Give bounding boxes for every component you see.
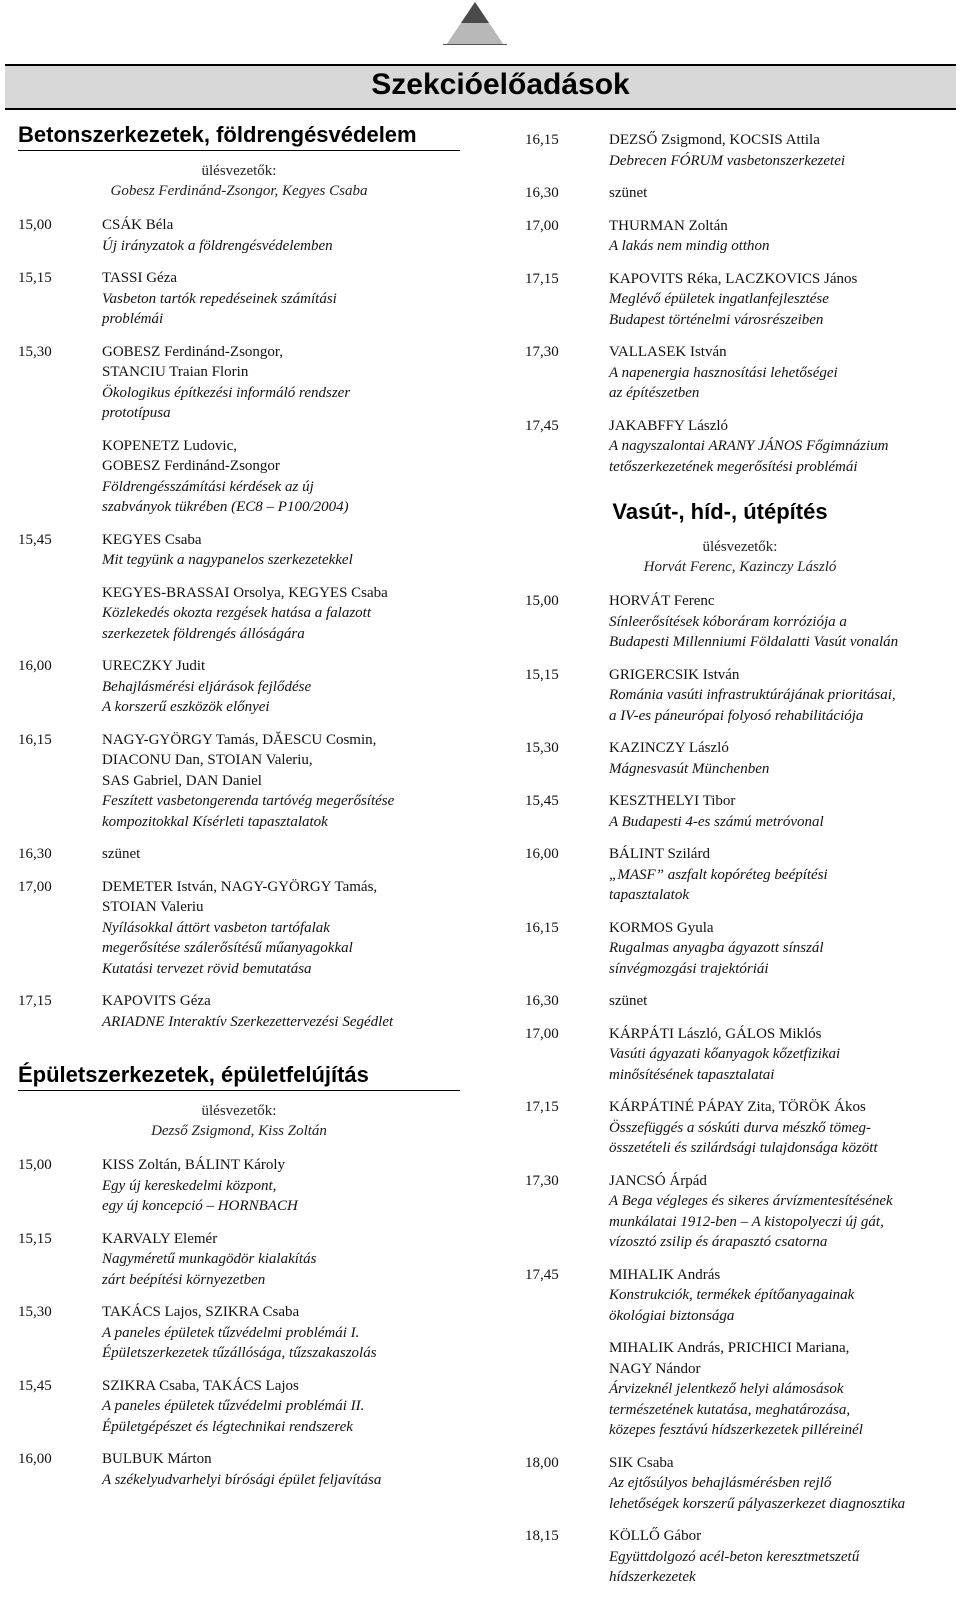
- chairs-names: Horvát Ferenc, Kazinczy László: [643, 559, 837, 575]
- program-item: [525, 416, 955, 478]
- item-time: 15,00: [18, 217, 52, 233]
- item-title: Mágnesvasút Münchenben: [609, 760, 770, 777]
- item-time: 18,00: [525, 1454, 559, 1471]
- section-epulet: [18, 1060, 460, 1490]
- section-beton: [18, 120, 460, 1032]
- item-authors: GOBESZ Ferdinánd-Zsongor, STANCIU Traian Florin: [102, 343, 284, 380]
- item-body: [102, 1229, 460, 1291]
- item-authors: BULBUK Márton: [102, 1451, 212, 1467]
- item-title: Összefüggés a sóskúti durva mészkő tömeg- összetételi és szilárdsági tulajdonsága között: [609, 1119, 878, 1156]
- item-title: Ökologikus építkezési informáló rendszer prototípusa: [102, 384, 351, 421]
- item-title: Sínleerősítések kóboráram korróziója a Budapesti Millenniumi Földalatti Vasút vonalán: [609, 613, 899, 650]
- program-item: [525, 1097, 955, 1159]
- item-body: [102, 1155, 460, 1217]
- item-time: 18,15: [525, 1528, 559, 1544]
- item-time: 16,15: [18, 731, 52, 748]
- item-title: A lakás nem mindig otthon: [609, 238, 770, 254]
- item-title: A Bega végleges és sikeres árvízmentesítésének munkálatai 1912-ben – A kistopolyeczi új gát, vízosztó zsilip és árapasztó csatorna: [609, 1193, 893, 1250]
- item-title: Konstrukciók, termékek építőanyagainak ökológiai biztonsága: [609, 1287, 855, 1324]
- item-title: Mit tegyünk a nagypanelos szerkezetekkel: [102, 552, 353, 568]
- program-item: [525, 844, 955, 906]
- program-item: [18, 530, 460, 571]
- item-time: 15,00: [18, 1157, 52, 1173]
- program-list: [18, 1155, 460, 1490]
- left-column: [18, 120, 460, 1502]
- item-authors: VALLASEK István: [609, 344, 727, 360]
- item-title: Vasúti ágyazati kőanyagok kőzetfizikai minősítésének tapasztalatai: [609, 1046, 841, 1083]
- item-title: Nyílásokkal áttört vasbeton tartófalak megerősítése szálerősítésű műanyagokkal Kutatási tervezet rövid bemutatása: [102, 919, 353, 977]
- item-body: [102, 1449, 460, 1490]
- item-title: Együttdolgozó acél-beton keresztmetszetű hídszerkezetek: [609, 1548, 860, 1585]
- program-item: [525, 216, 955, 257]
- section-title: Vasút-, híd-, útépítés: [612, 499, 828, 524]
- item-authors: MIHALIK András: [609, 1266, 721, 1283]
- item-time: 17,45: [525, 417, 559, 434]
- item-authors: DEZSŐ Zsigmond, KOCSIS Attila: [609, 132, 820, 148]
- item-authors: MIHALIK András, PRICHICI Mariana, NAGY Nándor: [609, 1340, 850, 1377]
- banner-title: Szekcióelőadások: [371, 68, 630, 101]
- item-body: [609, 991, 955, 1012]
- program-item: [525, 1171, 955, 1253]
- item-authors: HORVÁT Ferenc: [609, 593, 715, 609]
- item-authors: KESZTHELYI Tibor: [609, 793, 736, 809]
- item-time: 16,00: [525, 846, 559, 862]
- item-title: ARIADNE Interaktív Szerkezettervezési Segédlet: [102, 1013, 394, 1030]
- program-list: [525, 130, 955, 477]
- item-authors: KISS Zoltán, BÁLINT Károly: [102, 1157, 286, 1173]
- section-title: Épületszerkezetek, épületfelújítás: [18, 1060, 460, 1091]
- item-title: „MASF” aszfalt kopóréteg beépítési tapasztalatok: [609, 866, 828, 903]
- item-body: [609, 1526, 955, 1588]
- program-list: [18, 215, 460, 1032]
- item-body: [609, 269, 955, 331]
- item-authors: KEGYES Csaba: [102, 531, 202, 548]
- item-authors: CSÁK Béla: [102, 217, 174, 233]
- item-body: [609, 1338, 955, 1441]
- program-item: [18, 215, 460, 256]
- program-item: [525, 738, 955, 779]
- item-title: Nagyméretű munkagödör kialakítás zárt beépítési környezetben: [102, 1251, 317, 1288]
- item-time: 17,00: [18, 878, 52, 895]
- item-body: [609, 183, 955, 204]
- header-banner: [5, 64, 956, 110]
- program-item: [18, 1376, 460, 1438]
- item-body: [102, 1302, 460, 1364]
- item-body: [102, 877, 460, 980]
- program-item: [525, 1265, 955, 1327]
- program-item: [525, 918, 955, 980]
- item-body: [102, 436, 460, 518]
- item-body: [102, 530, 460, 571]
- item-time: 17,00: [525, 217, 559, 234]
- continued-list: [525, 130, 955, 477]
- item-authors: BÁLINT Szilárd: [609, 846, 710, 862]
- item-time: 16,15: [525, 132, 559, 148]
- item-time: 17,15: [525, 1099, 559, 1115]
- item-title: Feszített vasbetongerenda tartóvég megerősítése kompozitokkal Kísérleti tapasztalatok: [102, 793, 395, 830]
- program-item: [525, 130, 955, 171]
- program-item: [18, 844, 460, 865]
- item-body: [609, 1453, 955, 1515]
- item-body: [609, 791, 955, 832]
- item-title: A paneles épületek tűzvédelmi problémái II. Épületgépészet és légtechnikai rendszerek: [102, 1398, 365, 1435]
- item-body: [102, 991, 460, 1032]
- item-body: [102, 583, 460, 645]
- item-authors: KAPOVITS Réka, LACZKOVICS János: [609, 270, 858, 287]
- program-item: [18, 1229, 460, 1291]
- item-authors: KAPOVITS Géza: [102, 993, 211, 1009]
- item-authors: DEMETER István, NAGY-GYÖRGY Tamás, STOIAN Valeriu: [102, 878, 378, 915]
- item-title: Vasbeton tartók repedéseinek számítási problémái: [102, 290, 337, 327]
- program-item: [18, 1302, 460, 1364]
- program-item: [18, 991, 460, 1032]
- item-time: 15,30: [525, 740, 559, 756]
- item-authors: KARVALY Elemér: [102, 1230, 218, 1247]
- item-authors: THURMAN Zoltán: [609, 217, 728, 234]
- item-time: 16,00: [18, 1451, 52, 1467]
- item-title: A nagyszalontai ARANY JÁNOS Főgimnázium tetőszerkezetének megerősítési problémái: [609, 438, 889, 475]
- program-item: [525, 991, 955, 1012]
- program-item: [18, 436, 460, 518]
- item-title: A székelyudvarhelyi bírósági épület feljavítása: [102, 1471, 382, 1488]
- program-item: [18, 342, 460, 424]
- item-time: 17,30: [525, 1172, 559, 1189]
- item-authors: KORMOS Gyula: [609, 919, 714, 936]
- item-time: 16,00: [18, 658, 52, 674]
- item-time: 15,15: [18, 1230, 52, 1247]
- program-item: [525, 791, 955, 832]
- chairs-label: ülésvezetők:: [201, 163, 277, 179]
- item-title: Új irányzatok a földrengésvédelemben: [102, 237, 333, 254]
- program-item: [525, 183, 955, 204]
- item-authors: URECZKY Judit: [102, 658, 206, 674]
- section-title: Betonszerkezetek, földrengésvédelem: [18, 120, 460, 151]
- item-body: [102, 656, 460, 718]
- program-item: [18, 583, 460, 645]
- item-title: Az ejtősúlyos behajlásmérésben rejlő lehetőségek korszerű pályaszerkezet diagnosztika: [609, 1475, 906, 1512]
- program-item: [525, 342, 955, 404]
- item-time: 15,30: [18, 1304, 52, 1320]
- item-time: 17,00: [525, 1025, 559, 1042]
- section-vasut: [525, 497, 955, 1588]
- chairs-label: ülésvezetők:: [201, 1103, 277, 1119]
- program-item: [525, 1338, 955, 1441]
- program-item: [18, 268, 460, 330]
- item-authors: GRIGERCSIK István: [609, 666, 740, 683]
- program-item: [18, 877, 460, 980]
- item-authors: NAGY-GYÖRGY Tamás, DĂESCU Cosmin, DIACONU Dan, STOIAN Valeriu, SAS Gabriel, DAN Daniel: [102, 731, 377, 789]
- item-body: [609, 738, 955, 779]
- item-title: A paneles épületek tűzvédelmi problémái I. Épületszerkezetek tűzállósága, tűzszakaszolás: [102, 1324, 377, 1361]
- item-body: [609, 1265, 955, 1327]
- item-body: [609, 591, 955, 653]
- item-body: [102, 215, 460, 256]
- item-title: Meglévő épületek ingatlanfejlesztése Budapest történelmi városrészeiben: [609, 291, 829, 328]
- item-title: Földrengésszámítási kérdések az új szabványok tükrében (EC8 – P100/2004): [102, 478, 349, 515]
- item-title: A Budapesti 4-es számú metróvonal: [609, 813, 824, 830]
- item-authors: KÁRPÁTI László, GÁLOS Miklós: [609, 1025, 822, 1042]
- program-item: [525, 591, 955, 653]
- item-body: [102, 1376, 460, 1438]
- program-item: [525, 1024, 955, 1086]
- program-item: [525, 665, 955, 727]
- right-column: [525, 120, 955, 1600]
- item-body: [609, 1097, 955, 1159]
- item-time: 15,45: [18, 531, 52, 548]
- item-title: Behajlásmérési eljárások fejlődése A korszerű eszközök előnyei: [102, 678, 312, 715]
- chairs-names: Dezső Zsigmond, Kiss Zoltán: [151, 1123, 327, 1139]
- item-authors: KÖLLŐ Gábor: [609, 1528, 702, 1544]
- item-time: 16,30: [18, 846, 52, 862]
- item-body: [609, 918, 955, 980]
- item-time: 17,45: [525, 1266, 559, 1283]
- item-body: [609, 416, 955, 478]
- item-title: Egy új kereskedelmi központ, egy új koncepció – HORNBACH: [102, 1177, 298, 1214]
- item-body: [609, 844, 955, 906]
- item-authors: TASSI Géza: [102, 270, 178, 286]
- item-body: [102, 268, 460, 330]
- item-authors: KÁRPÁTINÉ PÁPAY Zita, TÖRÖK Ákos: [609, 1099, 866, 1115]
- item-body: [609, 1024, 955, 1086]
- item-authors: SZIKRA Csaba, TAKÁCS Lajos: [102, 1377, 299, 1394]
- program-item: [525, 269, 955, 331]
- item-time: 16,15: [525, 919, 559, 936]
- item-time: 15,15: [525, 666, 559, 683]
- item-body: [609, 1171, 955, 1253]
- item-authors: szünet: [102, 846, 141, 862]
- chairs-names: Gobesz Ferdinánd-Zsongor, Kegyes Csaba: [110, 183, 368, 199]
- program-item: [18, 730, 460, 833]
- item-authors: JAKABFFY László: [609, 417, 729, 434]
- item-title: Románia vasúti infrastruktúrájának prioritásai, a IV-es páneurópai folyosó rehabilitációja: [609, 687, 896, 724]
- chairs-label: ülésvezetők:: [702, 539, 778, 555]
- item-authors: SIK Csaba: [609, 1454, 674, 1471]
- item-authors: TAKÁCS Lajos, SZIKRA Csaba: [102, 1304, 300, 1320]
- program-item: [525, 1526, 955, 1588]
- item-body: [609, 665, 955, 727]
- item-time: 17,15: [525, 270, 559, 287]
- item-body: [609, 130, 955, 171]
- item-time: 16,30: [525, 993, 559, 1009]
- item-body: [609, 216, 955, 257]
- item-body: [102, 844, 460, 865]
- item-time: 15,45: [18, 1377, 52, 1394]
- item-authors: KEGYES-BRASSAI Orsolya, KEGYES Csaba: [102, 584, 388, 601]
- item-time: 15,15: [18, 270, 52, 286]
- item-authors: szünet: [609, 993, 648, 1009]
- logo-triangle-icon: [443, 0, 507, 46]
- item-authors: szünet: [609, 185, 648, 201]
- item-body: [609, 342, 955, 404]
- item-body: [102, 730, 460, 833]
- program-list: [525, 591, 955, 1588]
- item-title: Közlekedés okozta rezgések hatása a falazott szerkezetek földrengés állóságára: [102, 605, 371, 642]
- item-time: 17,30: [525, 344, 559, 360]
- item-body: [102, 342, 460, 424]
- program-item: [18, 1155, 460, 1217]
- item-time: 15,30: [18, 343, 52, 360]
- item-time: 17,15: [18, 993, 52, 1009]
- item-title: Debrecen FÓRUM vasbetonszerkezetei: [609, 152, 846, 169]
- item-time: 15,00: [525, 593, 559, 609]
- item-time: 16,30: [525, 185, 559, 201]
- program-item: [18, 1449, 460, 1490]
- item-authors: KAZINCZY László: [609, 740, 729, 756]
- item-title: A napenergia hasznosítási lehetőségei az építészetben: [609, 364, 838, 401]
- item-authors: KOPENETZ Ludovic, GOBESZ Ferdinánd-Zsongor: [102, 437, 280, 474]
- program-item: [18, 656, 460, 718]
- item-authors: JANCSÓ Árpád: [609, 1172, 707, 1189]
- item-time: 15,45: [525, 793, 559, 809]
- program-item: [525, 1453, 955, 1515]
- item-title: Rugalmas anyagba ágyazott sínszál sínvégmozgási trajektóriái: [609, 940, 824, 977]
- item-title: Árvizeknél jelentkező helyi alámosások természetének kutatása, meghatározása, közepes fesztávú hídszerkezetek pilléreinél: [609, 1381, 863, 1438]
